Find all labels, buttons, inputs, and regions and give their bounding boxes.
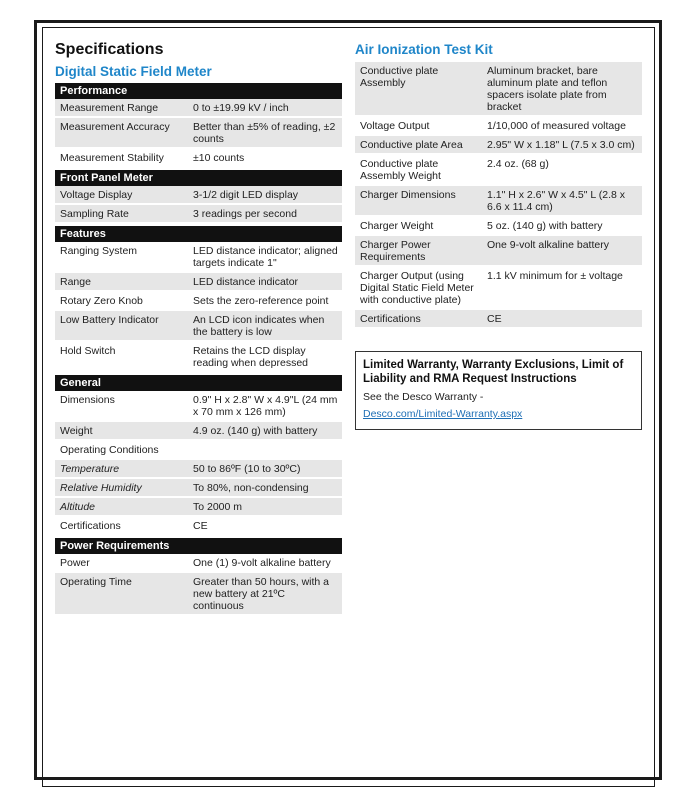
spec-value: Aluminum bracket, bare aluminum plate and teflon spacers isolate plate from bracket [482, 62, 642, 117]
spec-key: Relative Humidity [55, 479, 188, 498]
table-row [55, 573, 342, 616]
section-header-front-panel: Front Panel Meter [55, 170, 342, 186]
kit-table [355, 62, 642, 329]
spec-value: Retains the LCD display reading when depressed [188, 342, 342, 373]
table-row [355, 267, 642, 310]
section-header-general: General [55, 375, 342, 391]
table-row [355, 186, 642, 217]
spec-value: Greater than 50 hours, with a new battery at 21ºC continuous [188, 573, 342, 616]
warranty-box [355, 351, 642, 430]
spec-value: One 9-volt alkaline battery [482, 236, 642, 267]
spec-key: Conductive plate Area [355, 136, 482, 155]
spec-value: Better than ±5% of reading, ±2 counts [188, 118, 342, 149]
spec-key: Measurement Range [55, 99, 188, 118]
table-row [355, 236, 642, 267]
spec-key: Charger Power Requirements [355, 236, 482, 267]
table-row [55, 292, 342, 311]
table-row [55, 479, 342, 498]
spec-value [188, 441, 342, 460]
table-row [355, 155, 642, 186]
spec-value: 1.1 kV minimum for ± voltage [482, 267, 642, 310]
table-row [55, 441, 342, 460]
right-column [355, 40, 642, 430]
spec-key: Ranging System [55, 242, 188, 273]
spec-value: CE [188, 517, 342, 536]
table-row [55, 311, 342, 342]
spec-value: 0.9" H x 2.8" W x 4.9"L (24 mm x 70 mm x 126 mm) [188, 391, 342, 422]
spec-key: Temperature [55, 460, 188, 479]
spec-value: 5 oz. (140 g) with battery [482, 217, 642, 236]
left-column [55, 40, 342, 616]
spec-key: Measurement Accuracy [55, 118, 188, 149]
spec-key: Altitude [55, 498, 188, 517]
spec-value: LED distance indicator; aligned targets indicate 1" [188, 242, 342, 273]
spec-key: Low Battery Indicator [55, 311, 188, 342]
spec-key: Power [55, 554, 188, 573]
spec-key: Dimensions [55, 391, 188, 422]
table-row [55, 99, 342, 118]
warranty-title: Limited Warranty, Warranty Exclusions, Limit of Liability and RMA Request Instructions [363, 359, 624, 385]
spec-key: Conductive plate Assembly Weight [355, 155, 482, 186]
table-row [55, 554, 342, 573]
warranty-body: See the Desco Warranty - [363, 391, 484, 403]
spec-value: 4.9 oz. (140 g) with battery [188, 422, 342, 441]
page-title: Specifications [55, 41, 164, 58]
spec-key: Range [55, 273, 188, 292]
spec-value: One (1) 9-volt alkaline battery [188, 554, 342, 573]
spec-value: 3-1/2 digit LED display [188, 186, 342, 205]
table-row [55, 517, 342, 536]
table-row [55, 186, 342, 205]
spec-key: Rotary Zero Knob [55, 292, 188, 311]
spec-value: 1/10,000 of measured voltage [482, 117, 642, 136]
table-row [55, 391, 342, 422]
table-row [355, 217, 642, 236]
warranty-link[interactable]: Desco.com/Limited-Warranty.aspx [363, 408, 523, 420]
spec-key: Sampling Rate [55, 205, 188, 224]
table-row [355, 136, 642, 155]
table-row [55, 205, 342, 224]
spec-value: 1.1" H x 2.6" W x 4.5" L (2.8 x 6.6 x 11.4 cm) [482, 186, 642, 217]
table-row [55, 149, 342, 168]
spec-value: 2.4 oz. (68 g) [482, 155, 642, 186]
table-row [55, 460, 342, 479]
spec-key: Weight [55, 422, 188, 441]
spec-key: Operating Conditions [55, 441, 188, 460]
spec-key: Certifications [55, 517, 188, 536]
table-row [355, 62, 642, 117]
table-row [355, 310, 642, 329]
spec-value: 2.95" W x 1.18" L (7.5 x 3.0 cm) [482, 136, 642, 155]
spec-value: To 80%, non-condensing [188, 479, 342, 498]
table-row [55, 118, 342, 149]
spec-value: ±10 counts [188, 149, 342, 168]
spec-key: Measurement Stability [55, 149, 188, 168]
spec-value: To 2000 m [188, 498, 342, 517]
features-table [55, 242, 342, 373]
front-panel-table [55, 186, 342, 224]
spec-key: Hold Switch [55, 342, 188, 373]
spec-key: Charger Dimensions [355, 186, 482, 217]
general-table [55, 391, 342, 536]
meter-subtitle: Digital Static Field Meter [55, 64, 212, 79]
spec-key: Voltage Display [55, 186, 188, 205]
spec-value: LED distance indicator [188, 273, 342, 292]
spec-key: Voltage Output [355, 117, 482, 136]
section-header-features: Features [55, 226, 342, 242]
spec-key: Charger Output (using Digital Static Field Meter with conductive plate) [355, 267, 482, 310]
table-row [355, 117, 642, 136]
spec-value: CE [482, 310, 642, 329]
spec-value: 0 to ±19.99 kV / inch [188, 99, 342, 118]
spec-value: 3 readings per second [188, 205, 342, 224]
power-table [55, 554, 342, 616]
performance-table [55, 99, 342, 168]
section-header-performance: Performance [55, 83, 342, 99]
spec-value: Sets the zero-reference point [188, 292, 342, 311]
table-row [55, 422, 342, 441]
table-row [55, 273, 342, 292]
spec-key: Certifications [355, 310, 482, 329]
spec-value: An LCD icon indicates when the battery is low [188, 311, 342, 342]
table-row [55, 498, 342, 517]
spec-key: Conductive plate Assembly [355, 62, 482, 117]
spec-value: 50 to 86ºF (10 to 30ºC) [188, 460, 342, 479]
kit-subtitle: Air Ionization Test Kit [355, 42, 493, 57]
table-row [55, 242, 342, 273]
spec-key: Charger Weight [355, 217, 482, 236]
table-row [55, 342, 342, 373]
spec-key: Operating Time [55, 573, 188, 616]
section-header-power: Power Requirements [55, 538, 342, 554]
